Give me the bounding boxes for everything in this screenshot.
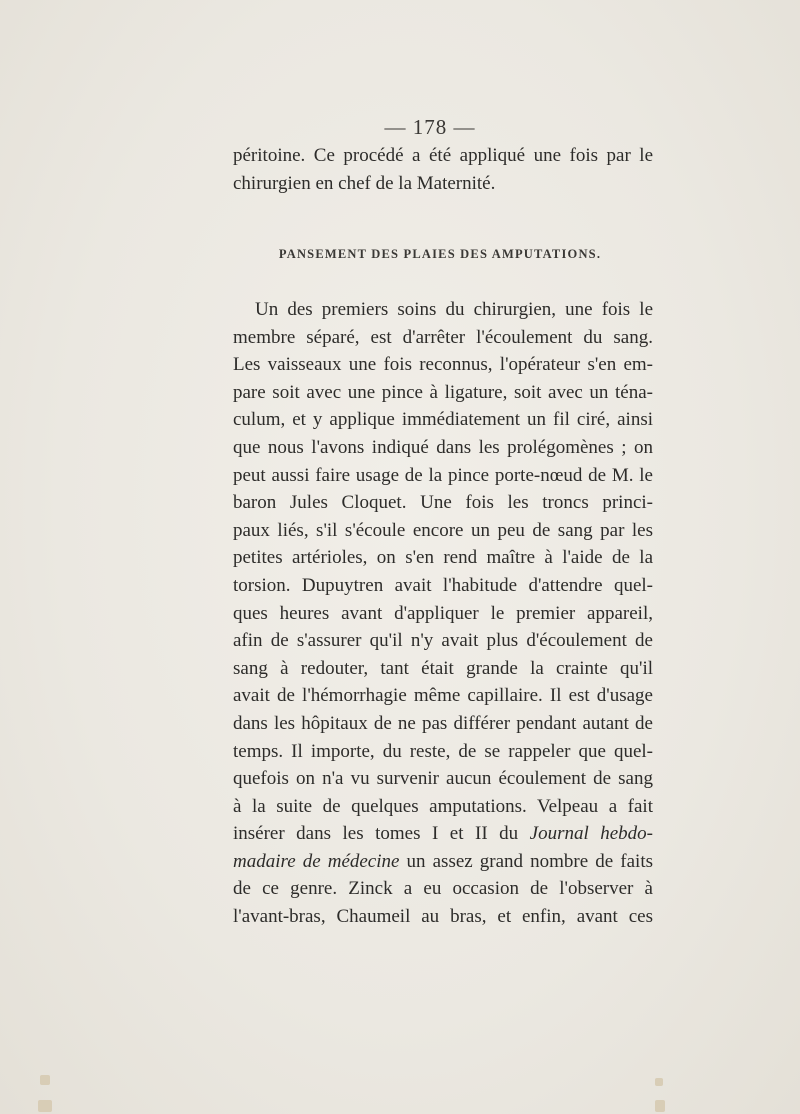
paper-speck bbox=[655, 1100, 665, 1112]
journal-title-continued: madaire de médecine bbox=[233, 850, 400, 872]
text-line: afin de s'assurer qu'il n'y avait plus d'écoulement de bbox=[233, 630, 653, 652]
text-line: péritoine. Ce procédé a été appliqué une fois par le bbox=[233, 145, 653, 166]
text-line: Un des premiers soins du chirurgien, une fois le bbox=[255, 299, 653, 320]
text-line: quefois on n'a vu survenir aucun écoulement de sang bbox=[233, 768, 653, 790]
text-fragment: un assez grand nombre de faits bbox=[406, 850, 653, 872]
text-line: torsion. Dupuytren avait l'habitude d'attendre quel- bbox=[233, 574, 653, 596]
text-line: ques heures avant d'appliquer le premier appareil, bbox=[233, 602, 653, 624]
text-line: sang à redouter, tant était grande la crainte qu'il bbox=[233, 657, 653, 679]
page-number: — 178 — bbox=[384, 115, 476, 139]
text-line: temps. Il importe, du reste, de se rappeler que quel- bbox=[233, 740, 653, 762]
text-line: de ce genre. Zinck a eu occasion de l'observer à bbox=[233, 878, 653, 900]
paper-speck bbox=[655, 1078, 663, 1086]
text-line: membre séparé, est d'arrêter l'écoulement du sang. bbox=[233, 326, 653, 348]
text-line bbox=[233, 820, 653, 848]
text-line: avait de l'hémorrhagie même capillaire. Il est d'usage bbox=[233, 685, 653, 707]
journal-title: Journal hebdo- bbox=[529, 823, 653, 845]
text-line: chirurgien en chef de la Maternité. bbox=[233, 172, 496, 194]
text-line: l'avant-bras, Chaumeil au bras, et enfin, avant ces bbox=[233, 906, 653, 928]
text-line: baron Jules Cloquet. Une fois les troncs princi- bbox=[233, 492, 653, 514]
text-line: peut aussi faire usage de la pince porte-nœud de M. le bbox=[233, 464, 653, 486]
body-paragraph bbox=[233, 296, 653, 931]
text-line: dans les hôpitaux de ne pas différer pendant autant de bbox=[233, 712, 653, 734]
text-line bbox=[233, 848, 653, 876]
text-line: petites artérioles, on s'en rend maître à l'aide de la bbox=[233, 547, 653, 569]
text-line: à la suite de quelques amputations. Velpeau a fait bbox=[233, 795, 653, 817]
text-line: paux liés, s'il s'écoule encore un peu de sang par les bbox=[233, 519, 653, 541]
paper-speck bbox=[40, 1075, 50, 1085]
text-fragment: insérer dans les tomes I et II du bbox=[233, 823, 519, 845]
text-line: Les vaisseaux une fois reconnus, l'opérateur s'en em- bbox=[233, 354, 653, 376]
text-line: que nous l'avons indiqué dans les prolégomènes ; on bbox=[233, 436, 653, 458]
text-line: pare soit avec une pince à ligature, soit avec un téna- bbox=[233, 381, 653, 403]
section-heading: PANSEMENT DES PLAIES DES AMPUTATIONS. bbox=[278, 247, 602, 261]
paper-speck bbox=[38, 1100, 52, 1112]
intro-paragraph bbox=[233, 142, 653, 197]
text-line: culum, et y applique immédiatement un fil ciré, ainsi bbox=[233, 409, 653, 431]
